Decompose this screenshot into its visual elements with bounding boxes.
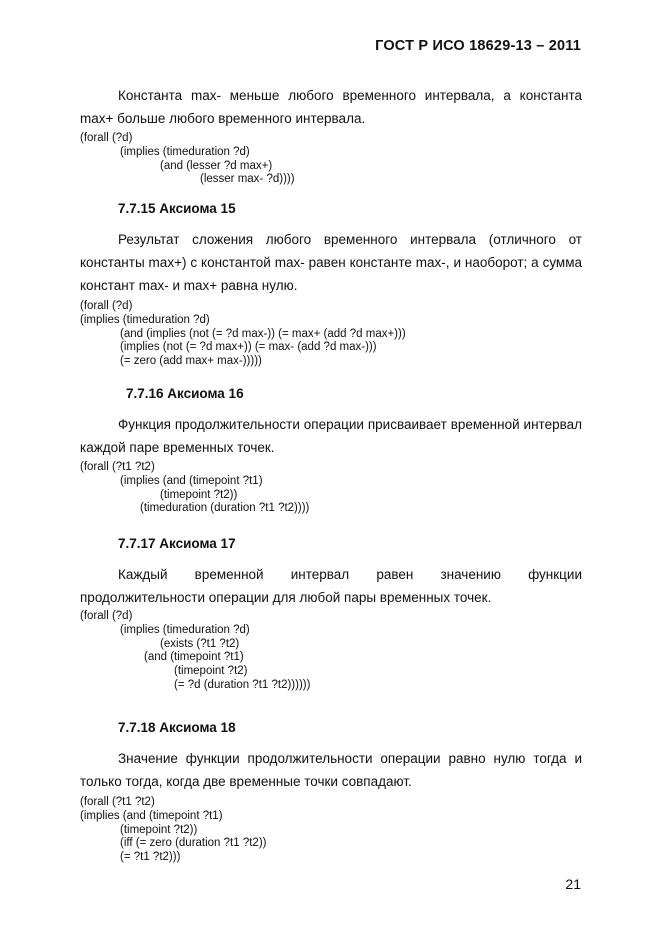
- paragraph-max-constants: Константа max- меньше любого временного интервала, а константа max+ больше любого временного интервала.: [80, 88, 582, 126]
- code-block-axiom-14: [80, 132, 295, 187]
- code-line: (implies (timeduration ?d): [80, 313, 210, 326]
- code-line: (timepoint ?t2): [174, 665, 248, 678]
- code-block-axiom-15: [80, 300, 406, 369]
- code-line: (forall (?d): [80, 300, 133, 312]
- document-header: ГОСТ Р ИСО 18629-13 – 2011: [375, 38, 581, 54]
- code-line: (and (implies (not (= ?d max-)) (= max+ (add ?d max+))): [120, 327, 406, 340]
- code-line: (implies (and (timepoint ?t1): [120, 474, 263, 487]
- code-line: (forall (?d): [80, 132, 133, 144]
- paragraph-axiom-17-line-1: Каждый временной интервал равен значению функции: [118, 567, 582, 582]
- code-line: (forall (?t1 ?t2): [80, 461, 155, 473]
- code-line: (implies (not (= ?d max+)) (= max- (add ?d max-))): [120, 341, 377, 354]
- code-line: (timeduration (duration ?t1 ?t2)))): [140, 502, 310, 515]
- code-line: (implies (timeduration ?d): [120, 145, 250, 158]
- code-block-axiom-17: [80, 610, 310, 693]
- code-block-axiom-16: [80, 461, 309, 516]
- paragraph-axiom-16: Функция продолжительности операции присваивает временной интервал каждой паре временных точек.: [80, 417, 582, 455]
- code-line: (forall (?t1 ?t2): [80, 796, 155, 808]
- paragraph-axiom-17-line-2: продолжительности операции для любой пары временных точек.: [80, 590, 492, 605]
- paragraph-axiom-15: Результат сложения любого временного интервала (отличного от константы max+) с константой max- равен константе max-, и наоборот; а сумма констант max- и max+ равна нулю.: [80, 232, 582, 293]
- code-line: (lesser max- ?d)))): [200, 173, 295, 186]
- code-line: (= ?d (duration ?t1 ?t2)))))): [174, 678, 311, 691]
- code-line: (= ?t1 ?t2))): [120, 851, 181, 864]
- code-line: (and (lesser ?d max+): [160, 159, 273, 172]
- code-line: (iff (= zero (duration ?t1 ?t2)): [120, 837, 267, 850]
- page-number: 21: [565, 876, 581, 892]
- code-line: (exists (?t1 ?t2): [160, 637, 240, 650]
- code-block-axiom-18: [80, 796, 266, 865]
- code-line: (timepoint ?t2)): [160, 488, 238, 501]
- paragraph-axiom-18: Значение функции продолжительности операции равно нулю тогда и только тогда, когда две временные точки совпадают.: [80, 751, 582, 789]
- code-line: (forall (?d): [80, 610, 133, 622]
- section-heading-7-7-17: 7.7.17 Аксиома 17: [118, 536, 236, 551]
- section-heading-7-7-15: 7.7.15 Аксиома 15: [118, 201, 236, 216]
- code-line: (= zero (add max+ max-))))): [120, 355, 262, 368]
- code-line: (implies (timeduration ?d): [120, 623, 250, 636]
- code-line: (and (timepoint ?t1): [144, 651, 244, 664]
- section-heading-7-7-18: 7.7.18 Аксиома 18: [118, 720, 236, 735]
- code-line: (implies (and (timepoint ?t1): [80, 809, 223, 822]
- section-heading-7-7-16: 7.7.16 Аксиома 16: [126, 386, 244, 401]
- code-line: (timepoint ?t2)): [120, 823, 198, 836]
